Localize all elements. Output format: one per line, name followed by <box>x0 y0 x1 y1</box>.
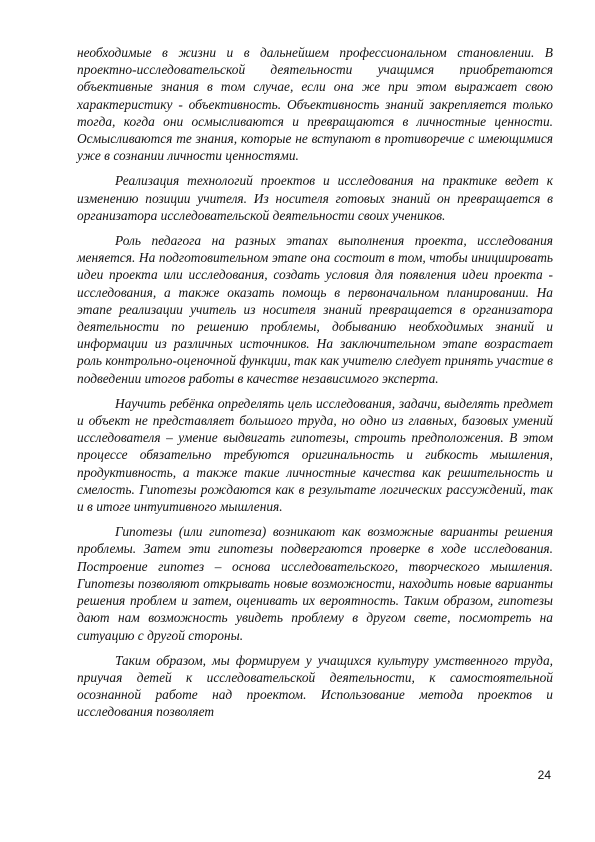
paragraph: Гипотезы (или гипотеза) возникают как возможные варианты решения проблемы. Затем эти гипотезы подвергаются проверке в ходе исследования. Построение гипотез – основа исследовательского, творческого мышления. Гипотезы позволяют открывать новые возможности, находить новые варианты решения проблем и затем, оценивать их вероятность. Таким образом, гипотезы дают нам возможность увидеть проблему в другом свете, посмотреть на ситуацию с другой стороны. <box>77 524 553 643</box>
paragraph: необходимые в жизни и в дальнейшем профессиональном становлении. В проектно-исследовательской деятельности учащимся приобретаются объективные знания в том случае, если она же при этом выражает свою характеристику - объективность. Объективность знаний закрепляется только тогда, когда они осмысливаются и превращаются в личностные ценности. Осмысливаются те знания, которые не вступают в противоречие с имеющимися уже в сознании личности ценностями. <box>77 45 553 164</box>
page-number: 24 <box>537 768 551 782</box>
body-text <box>77 44 553 721</box>
paragraph: Научить ребёнка определять цель исследования, задачи, выделять предмет и объект не представляет большого труда, но одно из главных, базовых умений исследователя – умение выдвигать гипотезы, строить предположения. В этом процессе обязательно требуются оригинальность и гибкость мышления, продуктивность, а также такие личностные качества как решительность и смелость. Гипотезы рождаются как в результате логических рассуждений, так и в итоге интуитивного мышления. <box>77 395 553 515</box>
paragraph: Реализация технологий проектов и исследования на практике ведет к изменению позиции учителя. Из носителя готовых знаний он превращается в организатора исследовательской деятельности своих учеников. <box>77 173 553 223</box>
paragraph: Таким образом, мы формируем у учащихся культуру умственного труда, приучая детей к исследовательской деятельности, к самостоятельной осознанной работе над проектом. Использование метода проектов и исследования позволяет <box>77 652 553 720</box>
paragraph: Роль педагога на разных этапах выполнения проекта, исследования меняется. На подготовительном этапе она состоит в том, чтобы инициировать идеи проекта или исследования, создать условия для появления идеи проекта - исследования, а также оказать помощь в первоначальном планировании. На этапе реализации учитель из носителя знаний превращается в организатора деятельности по решению проблемы, добыванию необходимых знаний и информации из различных источников. На заключительном этапе возрастает роль контрольно-оценочной функции, так как учителю следует принять участие в подведении итогов работы в качестве независимого эксперта. <box>77 233 553 386</box>
